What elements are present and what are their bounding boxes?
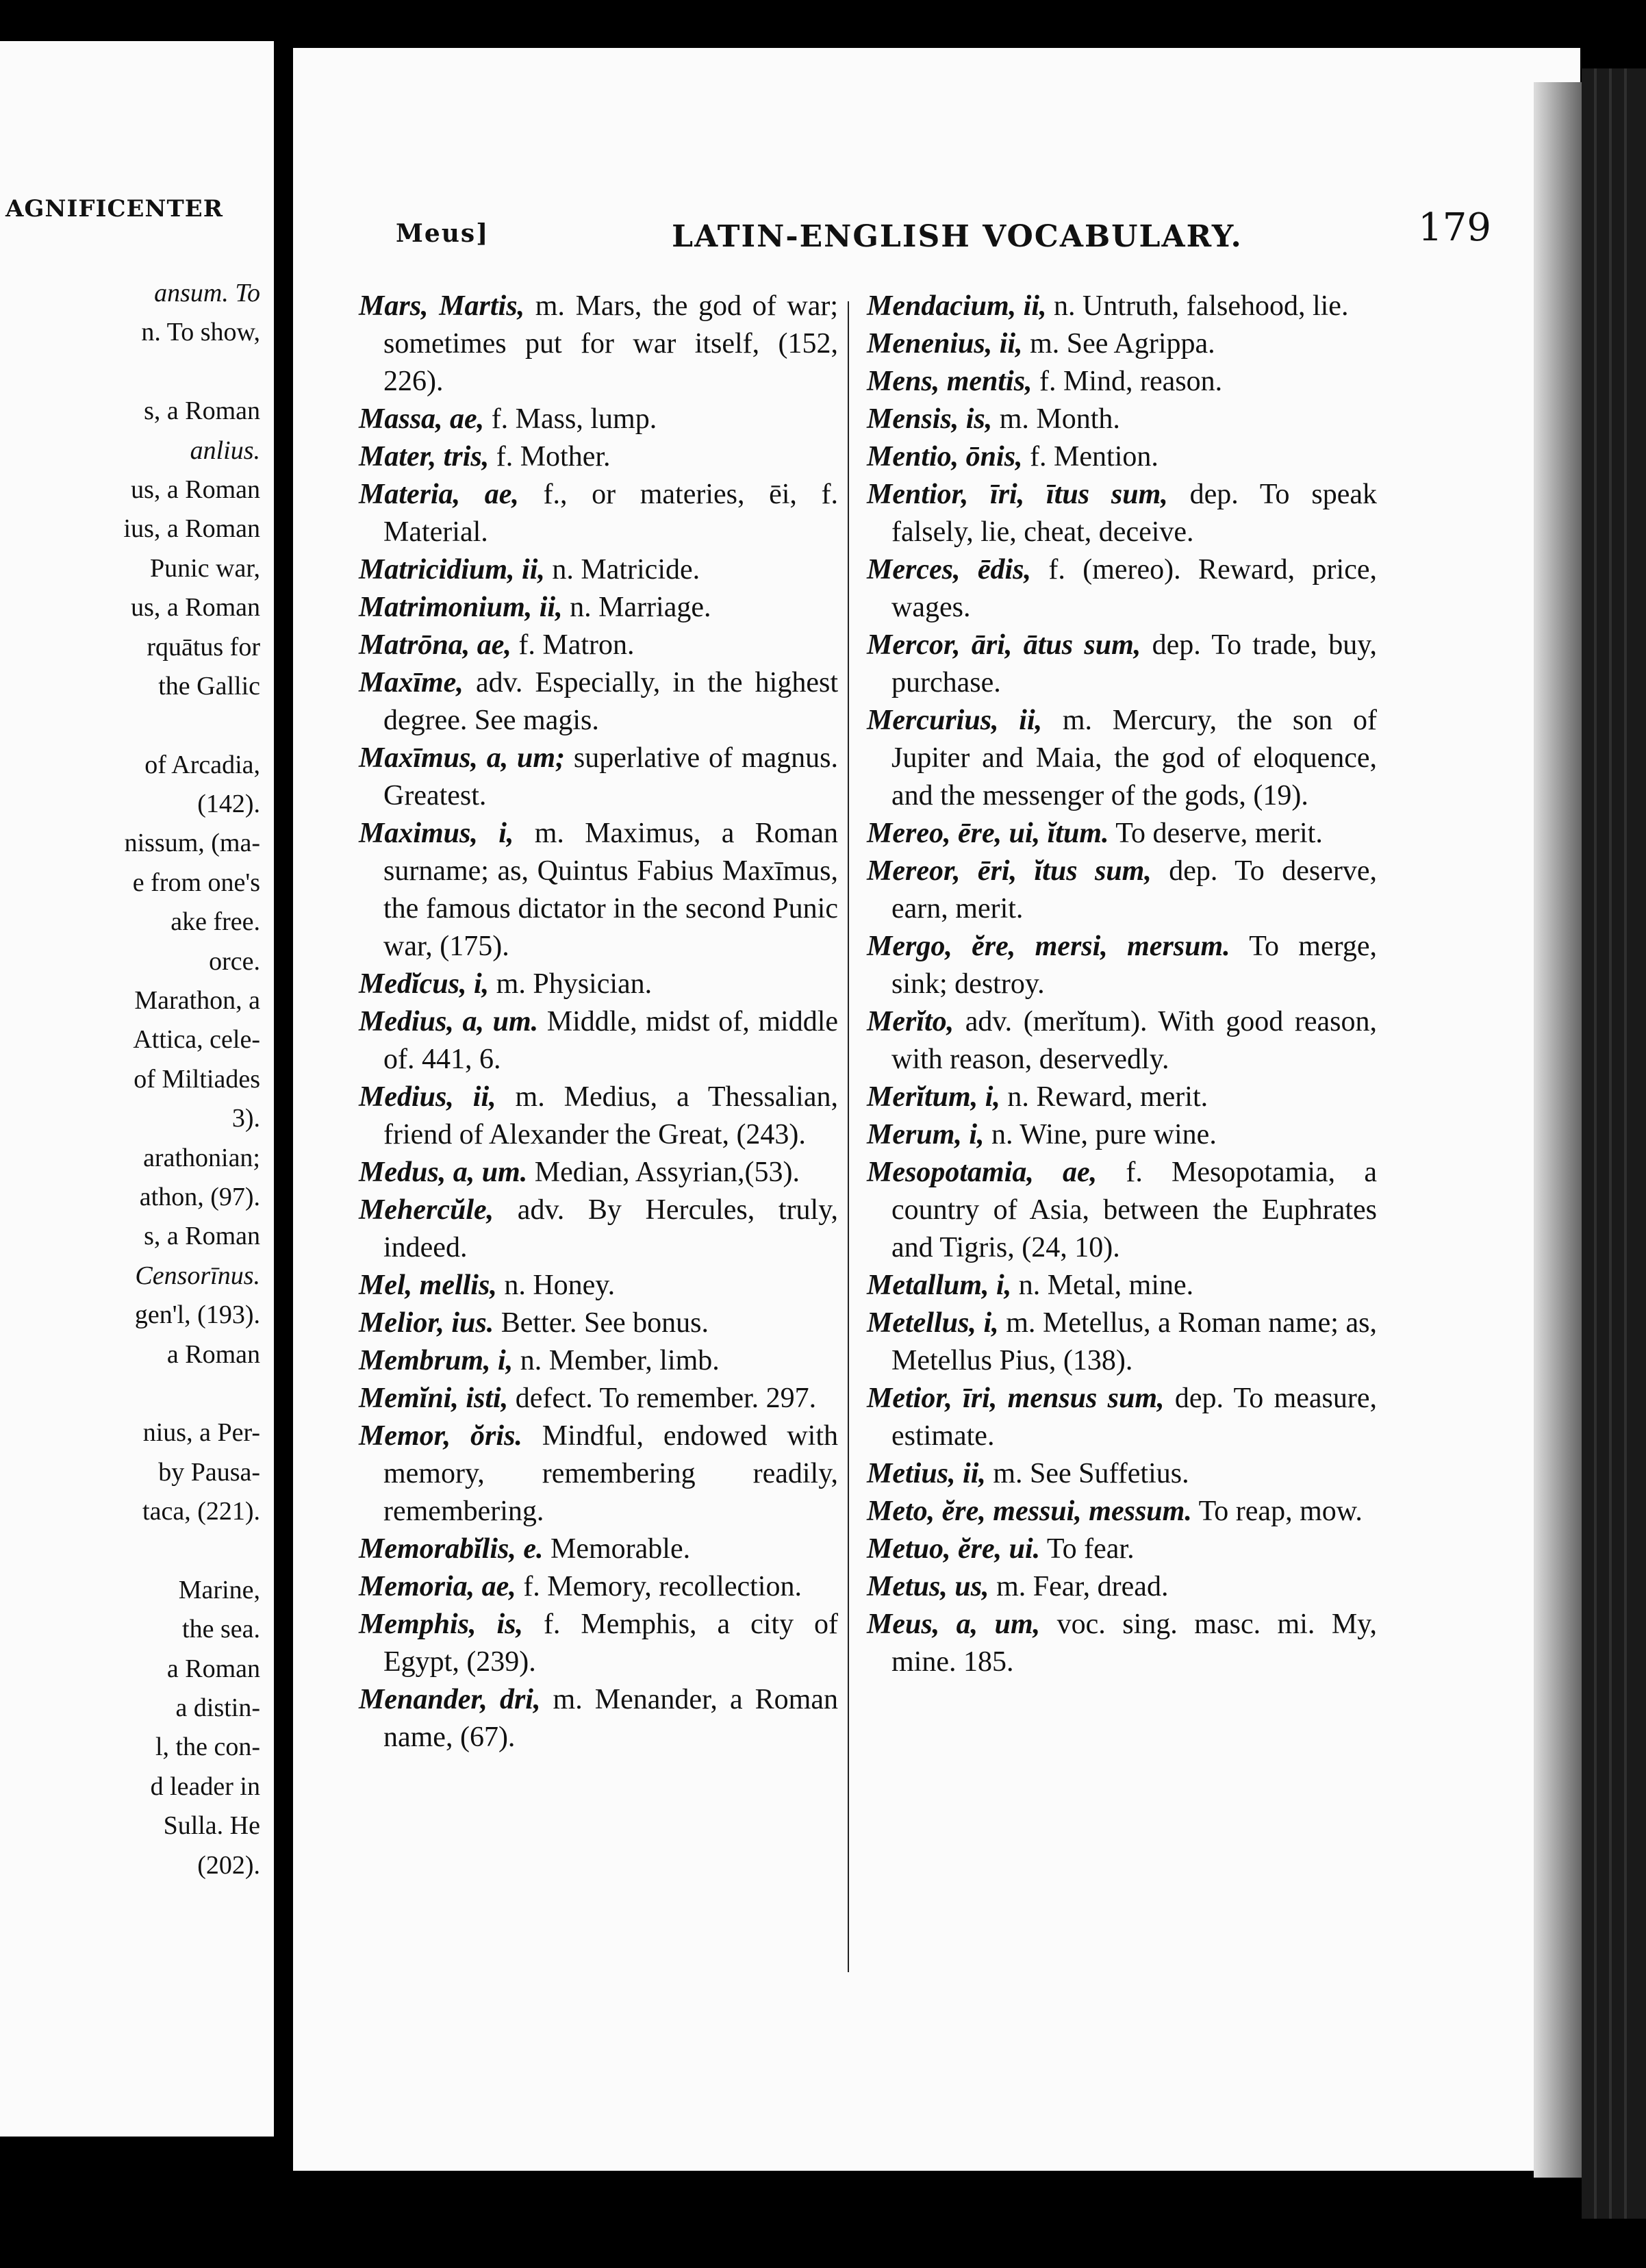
headword: Medius, a, um. — [359, 1006, 539, 1037]
vocabulary-entry — [867, 1003, 1377, 1079]
headword: Merĭto, — [867, 1006, 954, 1037]
vocabulary-entry — [359, 1380, 838, 1418]
facing-page-line: Marathon, a — [134, 986, 260, 1016]
definition: dep. To trade, buy, purchase. — [891, 629, 1377, 698]
facing-page-running-head: AGNIFICENTER — [5, 195, 223, 223]
definition: voc. sing. masc. mi. My, mine. 185. — [891, 1609, 1377, 1678]
vocabulary-entry — [867, 363, 1377, 401]
facing-page-line: gen'l, (193). — [134, 1300, 260, 1330]
definition: m. Mars, the god of war; sometimes put for war itself, (152, 226). — [383, 290, 838, 397]
definition: Median, Assyrian,(53). — [527, 1157, 800, 1188]
column-divider — [848, 301, 849, 1972]
vocabulary-entry — [867, 288, 1377, 325]
definition: m. Maximus, a Roman surname; as, Quintus Fabius Maxīmus, the famous dictator in the second Punic war, (175). — [383, 818, 838, 962]
headword: Memphis, is, — [359, 1609, 523, 1640]
facing-page-line: s, a Roman — [144, 396, 260, 426]
definition: To merge, sink; destroy. — [891, 931, 1377, 1000]
vocabulary-entry — [867, 815, 1377, 853]
page — [293, 48, 1580, 2171]
headword: Melior, ius. — [359, 1307, 494, 1339]
headword: Metallum, i, — [867, 1270, 1012, 1301]
definition: f. Mesopotamia, a country of Asia, between the Euphrates and Tigris, (24, 10). — [891, 1157, 1377, 1263]
definition: defect. To remember. 297. — [508, 1383, 817, 1414]
definition: adv. Especially, in the highest degree. See magis. — [383, 667, 838, 736]
definition: f. (mereo). Reward, price, wages. — [891, 554, 1377, 623]
definition: n. Metal, mine. — [1011, 1270, 1194, 1301]
facing-page-line: Punic war, — [150, 553, 260, 583]
vocabulary-entry — [359, 1342, 838, 1380]
headword: Medĭcus, i, — [359, 968, 490, 1000]
facing-page-line — [14, 1374, 260, 1413]
definition: dep. To deserve, earn, merit. — [891, 855, 1377, 924]
vocabulary-entry — [867, 438, 1377, 476]
guide-word: Meus] — [396, 219, 490, 248]
headword: Mehercŭle, — [359, 1194, 494, 1226]
definition: To reap, mow. — [1191, 1496, 1363, 1527]
vocabulary-entry — [867, 853, 1377, 928]
definition: f. Memphis, a city of Egypt, (239). — [383, 1609, 839, 1678]
vocabulary-entry — [867, 1267, 1377, 1305]
vocabulary-entry — [867, 1606, 1377, 1681]
definition: m. Medius, a Thessalian, friend of Alexander the Great, (243). — [383, 1081, 838, 1150]
facing-page-line: s, a Roman — [144, 1222, 260, 1251]
book-edge — [1582, 68, 1646, 2219]
definition: n. Member, limb. — [513, 1345, 720, 1376]
vocabulary-entry — [359, 1305, 838, 1342]
vocabulary-entry — [359, 1267, 838, 1305]
headword: Matricidium, ii, — [359, 554, 545, 585]
definition: To fear. — [1040, 1533, 1135, 1565]
headword: Massa, ae, — [359, 403, 485, 435]
facing-page-line: nius, a Per- — [142, 1418, 260, 1448]
vocabulary-entry — [359, 288, 838, 401]
vocabulary-entry — [867, 551, 1377, 627]
facing-page-line: Marine, — [178, 1575, 260, 1604]
headword: Mentio, ōnis, — [867, 441, 1023, 473]
vocabulary-entry — [867, 928, 1377, 1003]
headword: Mensis, is, — [867, 403, 993, 435]
headword: Mergo, ĕre, mersi, mersum. — [867, 931, 1230, 962]
headword: Menenius, ii, — [867, 328, 1023, 360]
vocabulary-entry — [867, 401, 1377, 438]
vocabulary-entry — [359, 1568, 838, 1606]
vocabulary-entry — [359, 1003, 838, 1079]
vocabulary-entry — [359, 551, 838, 589]
headword: Metius, ii, — [867, 1458, 986, 1489]
facing-page-line: Attica, cele- — [133, 1025, 260, 1055]
vocabulary-entry — [359, 589, 838, 627]
facing-page-line: a Roman — [166, 1654, 260, 1683]
facing-page-line: (142). — [197, 790, 260, 819]
definition: m. Month. — [992, 403, 1120, 435]
facing-page-line: Sulla. He — [163, 1811, 260, 1841]
spine-shadow — [1534, 82, 1582, 2178]
headword: Mens, mentis, — [867, 366, 1033, 397]
vocabulary-entry — [867, 702, 1377, 815]
facing-page-line: ius, a Roman — [123, 514, 260, 544]
headword: Mel, mellis, — [359, 1270, 497, 1301]
definition: m. Mercury, the son of Jupiter and Maia, the god of eloquence, and the messenger of the gods, (19). — [891, 705, 1377, 811]
facing-page-line: l, the con- — [155, 1732, 260, 1762]
headword: Mesopotamia, ae, — [867, 1157, 1098, 1188]
headword: Memorabĭlis, e. — [359, 1533, 544, 1565]
facing-page-line: anlius. — [190, 436, 260, 465]
definition: m. See Agrippa. — [1022, 328, 1215, 360]
vocabulary-entry — [867, 1493, 1377, 1530]
headword: Mereor, ēri, ĭtus sum, — [867, 855, 1152, 887]
left-column — [359, 288, 838, 1756]
facing-page-line: ansum. To — [154, 279, 260, 307]
vocabulary-entry — [867, 1568, 1377, 1606]
definition: n. Marriage. — [562, 592, 711, 623]
gutter — [274, 0, 293, 2268]
vocabulary-entry — [359, 1606, 838, 1681]
facing-page-line: us, a Roman — [131, 593, 260, 622]
headword: Mars, Martis, — [359, 290, 525, 322]
headword: Meto, ĕre, messui, messum. — [867, 1496, 1192, 1527]
headword: Metellus, i, — [867, 1307, 999, 1339]
definition: f. Mass, lump. — [484, 403, 657, 435]
headword: Maxīme, — [359, 667, 464, 698]
vocabulary-entry — [867, 1455, 1377, 1493]
definition: f. Mother. — [489, 441, 611, 473]
headword: Mereo, ēre, ui, ĭtum. — [867, 818, 1109, 849]
vocabulary-entry — [867, 325, 1377, 363]
facing-page-line: e from one's — [132, 868, 260, 897]
vocabulary-entry — [867, 1079, 1377, 1116]
headword: Matrimonium, ii, — [359, 592, 563, 623]
facing-page-line: athon, (97). — [139, 1182, 260, 1211]
definition: n. Matricide. — [544, 554, 700, 585]
facing-page-line: 3). — [231, 1104, 260, 1133]
facing-page-line: us, a Roman — [131, 475, 260, 504]
facing-page-line: of Arcadia, — [144, 750, 260, 779]
facing-page-line: a distin- — [175, 1693, 260, 1723]
vocabulary-entry — [359, 476, 838, 551]
definition: f. Mind, reason. — [1032, 366, 1223, 397]
headword: Memĭni, isti, — [359, 1383, 509, 1414]
headword: Medius, ii, — [359, 1081, 496, 1113]
definition: m. Metellus, a Roman name; as, Metellus Pius, (138). — [891, 1307, 1377, 1376]
facing-page-line: taca, (221). — [142, 1497, 260, 1526]
definition: To deserve, merit. — [1109, 818, 1323, 849]
definition: f., or materies, ēi, f. Material. — [383, 479, 838, 548]
vocabulary-entry — [359, 627, 838, 664]
headword: Maximus, i, — [359, 818, 514, 849]
facing-page-line: arathonian; — [143, 1143, 260, 1172]
headword: Mercurius, ii, — [867, 705, 1043, 736]
headword: Memoria, ae, — [359, 1571, 516, 1602]
definition: n. Untruth, falsehood, lie. — [1046, 290, 1349, 322]
definition: dep. To speak falsely, lie, cheat, deceive. — [891, 479, 1378, 548]
definition: Memorable. — [543, 1533, 691, 1565]
facing-page-line: (202). — [197, 1850, 260, 1880]
facing-page-line: d leader in — [150, 1772, 260, 1801]
headword: Merces, ēdis, — [867, 554, 1031, 585]
vocabulary-entry — [359, 664, 838, 740]
headword: Maxīmus, a, um; — [359, 742, 566, 774]
vocabulary-entry — [359, 815, 838, 966]
vocabulary-entry — [359, 438, 838, 476]
facing-page-line: the Gallic — [158, 671, 260, 701]
facing-page-line: the sea. — [182, 1615, 260, 1644]
definition: n. Reward, merit. — [1000, 1081, 1208, 1113]
page-header — [396, 205, 1491, 267]
definition: f. Mention. — [1022, 441, 1158, 473]
headword: Metus, us, — [867, 1571, 989, 1602]
headword: Membrum, i, — [359, 1345, 514, 1376]
vocabulary-entry — [867, 627, 1377, 702]
definition: m. See Suffetius. — [985, 1458, 1189, 1489]
vocabulary-entry — [867, 1116, 1377, 1154]
vocabulary-entry — [867, 1305, 1377, 1380]
headword: Medus, a, um. — [359, 1157, 528, 1188]
facing-page-line: Censorīnus. — [135, 1261, 260, 1290]
definition: adv. (merĭtum). With good reason, with reason, deservedly. — [891, 1006, 1377, 1075]
headword: Merĭtum, i, — [867, 1081, 1000, 1113]
vocabulary-entry — [359, 1079, 838, 1154]
vocabulary-entry — [359, 401, 838, 438]
headword: Menander, dri, — [359, 1684, 541, 1715]
facing-page-line — [14, 1532, 260, 1571]
facing-page-line: ake free. — [170, 907, 260, 937]
facing-page-fragment — [0, 41, 274, 2137]
vocabulary-entry — [867, 1154, 1377, 1267]
definition: m. Menander, a Roman name, (67). — [383, 1684, 838, 1753]
facing-page-line: orce. — [209, 946, 260, 976]
vocabulary-entry — [867, 1530, 1377, 1568]
facing-page-line: nissum, (ma- — [124, 829, 260, 858]
definition: f. Matron. — [511, 629, 635, 661]
headword: Memor, ŏris. — [359, 1420, 522, 1452]
headword: Mater, tris, — [359, 441, 490, 473]
vocabulary-entry — [359, 740, 838, 815]
vocabulary-entry — [867, 1380, 1377, 1455]
facing-page-line: by Pausa- — [158, 1457, 260, 1487]
definition: Mindful, endowed with memory, remembering readily, remembering. — [383, 1420, 838, 1527]
headword: Meus, a, um, — [867, 1609, 1041, 1640]
headword: Metuo, ĕre, ui. — [867, 1533, 1041, 1565]
definition: Middle, midst of, middle of. 441, 6. — [383, 1006, 838, 1075]
facing-page-line: rquātus for — [147, 632, 260, 662]
facing-page-line — [14, 353, 260, 392]
definition: Better. See bonus. — [494, 1307, 709, 1339]
vocabulary-entry — [359, 1530, 838, 1568]
vocabulary-entry — [359, 1154, 838, 1192]
headword: Materia, ae, — [359, 479, 519, 510]
facing-page-lines — [14, 274, 260, 1885]
definition: n. Honey. — [496, 1270, 616, 1301]
headword: Merum, i, — [867, 1119, 985, 1150]
headword: Mercor, āri, ātus sum, — [867, 629, 1141, 661]
headword: Mendacium, ii, — [867, 290, 1047, 322]
page-title: LATIN-ENGLISH VOCABULARY. — [672, 219, 1243, 254]
right-column — [867, 288, 1377, 1681]
headword: Mentior, īri, ītus sum, — [867, 479, 1168, 510]
headword: Metior, īri, mensus sum, — [867, 1383, 1165, 1414]
definition: adv. By Hercules, truly, indeed. — [383, 1194, 838, 1263]
definition: superlative of magnus. Greatest. — [383, 742, 838, 811]
page-number: 179 — [1418, 205, 1491, 250]
definition: m. Fear, dread. — [989, 1571, 1169, 1602]
definition: m. Physician. — [489, 968, 653, 1000]
vocabulary-entry — [359, 966, 838, 1003]
vocabulary-entry — [867, 476, 1377, 551]
facing-page-line: n. To show, — [141, 318, 260, 347]
definition: f. Memory, recollection. — [516, 1571, 802, 1602]
vocabulary-entry — [359, 1418, 838, 1530]
facing-page-line: a Roman — [166, 1339, 260, 1369]
vocabulary-entry — [359, 1681, 838, 1756]
vocabulary-entry — [359, 1192, 838, 1267]
definition: n. Wine, pure wine. — [984, 1119, 1217, 1150]
facing-page-line: of Miltiades — [134, 1064, 260, 1094]
facing-page-line — [14, 706, 260, 745]
definition: dep. To measure, estimate. — [891, 1383, 1377, 1452]
headword: Matrōna, ae, — [359, 629, 511, 661]
